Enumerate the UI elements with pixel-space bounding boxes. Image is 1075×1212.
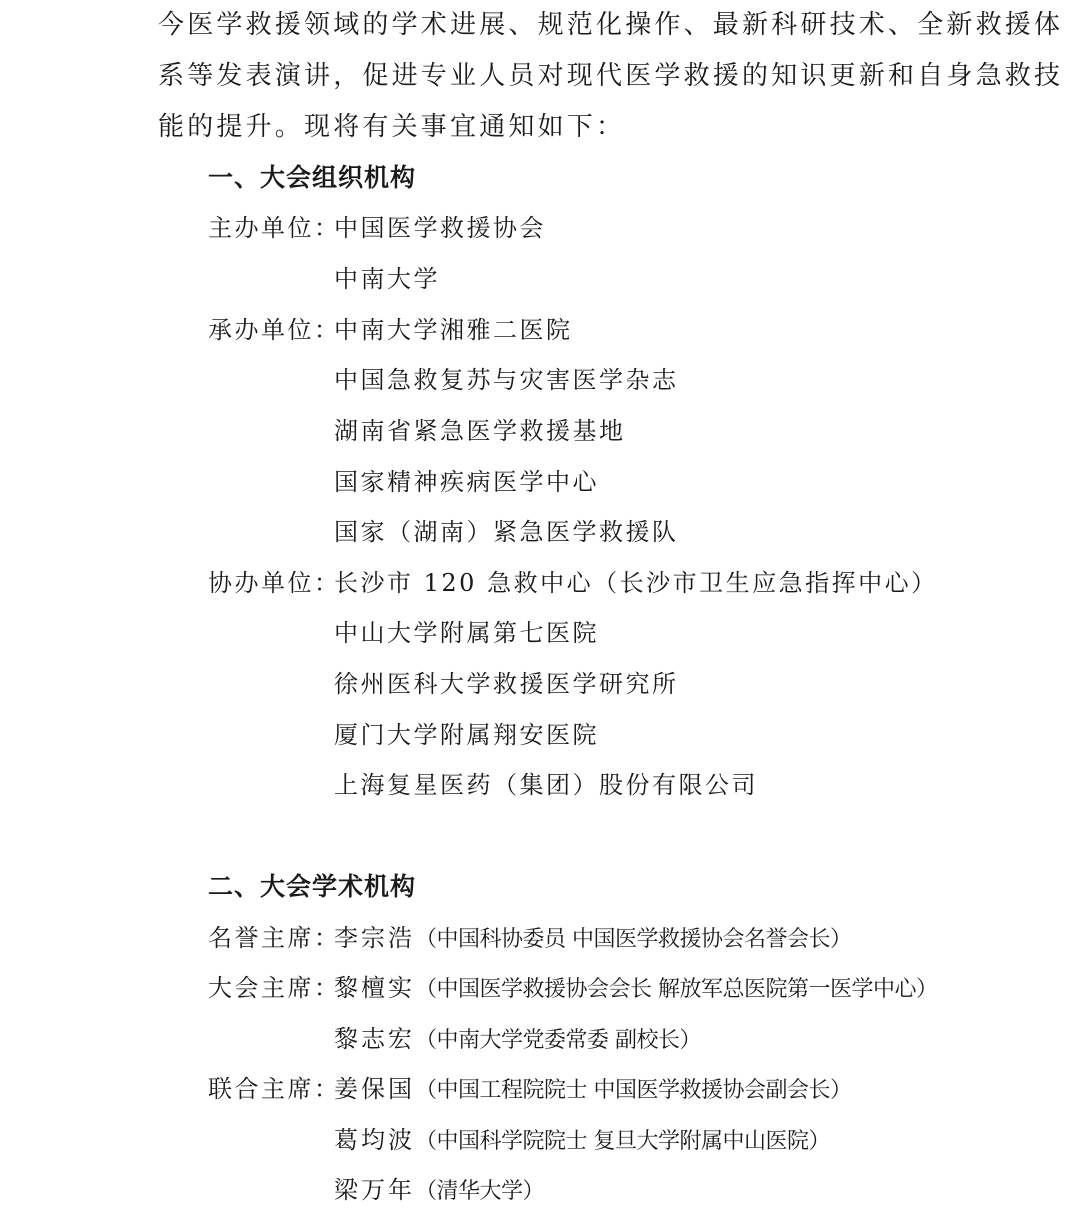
org-unit: 徐州医科大学救援医学研究所 — [334, 670, 679, 698]
org-row — [208, 715, 599, 755]
role-label: 联合主席： — [208, 1075, 341, 1103]
org-unit: 中南大学湘雅二医院 — [334, 316, 573, 344]
person-name: 葛均波 — [334, 1126, 415, 1154]
org-unit: 中南大学 — [334, 265, 440, 293]
org-row — [208, 512, 679, 552]
org-unit: 上海复星医药（集团）股份有限公司 — [334, 771, 758, 799]
org-row — [208, 208, 546, 248]
person-affiliation: （中南大学党委常委 副校长） — [415, 1028, 701, 1053]
intro-line: 系等发表演讲，促进专业人员对现代医学救援的知识更新和自身急救技 — [158, 61, 1064, 91]
person-affiliation: （中国工程院院士 中国医学救援协会副会长） — [415, 1078, 852, 1103]
org-row — [208, 259, 440, 299]
org-row — [208, 613, 599, 653]
org-row — [208, 664, 679, 704]
section-heading-academic: 二、大会学术机构 — [208, 872, 417, 901]
org-row — [208, 563, 938, 603]
person-row — [208, 1120, 830, 1160]
person-name: 黎檀实 — [334, 974, 415, 1002]
person-row — [208, 1019, 701, 1059]
intro-line: 能的提升。现将有关事宜通知如下： — [158, 112, 626, 142]
org-unit: 厦门大学附属翔安医院 — [334, 721, 599, 749]
role-label: 主办单位： — [208, 214, 341, 242]
person-affiliation: （中国科协委员 中国医学救援协会名誉会长） — [415, 927, 852, 952]
person-name: 黎志宏 — [334, 1025, 415, 1053]
org-unit: 中山大学附属第七医院 — [334, 619, 599, 647]
org-row — [208, 411, 626, 451]
org-unit: 国家精神疾病医学中心 — [334, 468, 599, 496]
org-unit: 湖南省紧急医学救援基地 — [334, 417, 626, 445]
role-label: 大会主席： — [208, 974, 341, 1002]
org-unit: 中国急救复苏与灾害医学杂志 — [334, 366, 679, 394]
org-row — [208, 360, 679, 400]
role-label: 协办单位： — [208, 569, 341, 597]
role-label: 名誉主席： — [208, 924, 341, 952]
person-name: 李宗浩 — [334, 924, 415, 952]
person-affiliation: （中国科学院院士 复旦大学附属中山医院） — [415, 1129, 830, 1154]
intro-paragraph — [158, 0, 1064, 153]
intro-line: 今医学救援领域的学术进展、规范化操作、最新科研技术、全新救援体 — [158, 10, 1064, 40]
org-unit: 长沙市 120 急救中心（长沙市卫生应急指挥中心） — [334, 569, 938, 597]
section-heading-organization: 一、大会组织机构 — [208, 163, 417, 192]
org-row — [208, 462, 599, 502]
person-name: 姜保国 — [334, 1075, 415, 1103]
person-row — [208, 1170, 544, 1210]
org-row — [208, 310, 573, 350]
role-label: 承办单位： — [208, 316, 341, 344]
person-row — [208, 968, 938, 1008]
org-unit: 国家（湖南）紧急医学救援队 — [334, 518, 679, 546]
org-row — [208, 765, 758, 805]
person-affiliation: （中国医学救援协会会长 解放军总医院第一医学中心） — [415, 977, 938, 1002]
org-unit: 中国医学救援协会 — [334, 214, 546, 242]
person-name: 梁万年 — [334, 1176, 415, 1204]
person-row — [208, 1069, 852, 1109]
person-affiliation: （清华大学） — [415, 1179, 545, 1204]
person-row — [208, 918, 852, 958]
